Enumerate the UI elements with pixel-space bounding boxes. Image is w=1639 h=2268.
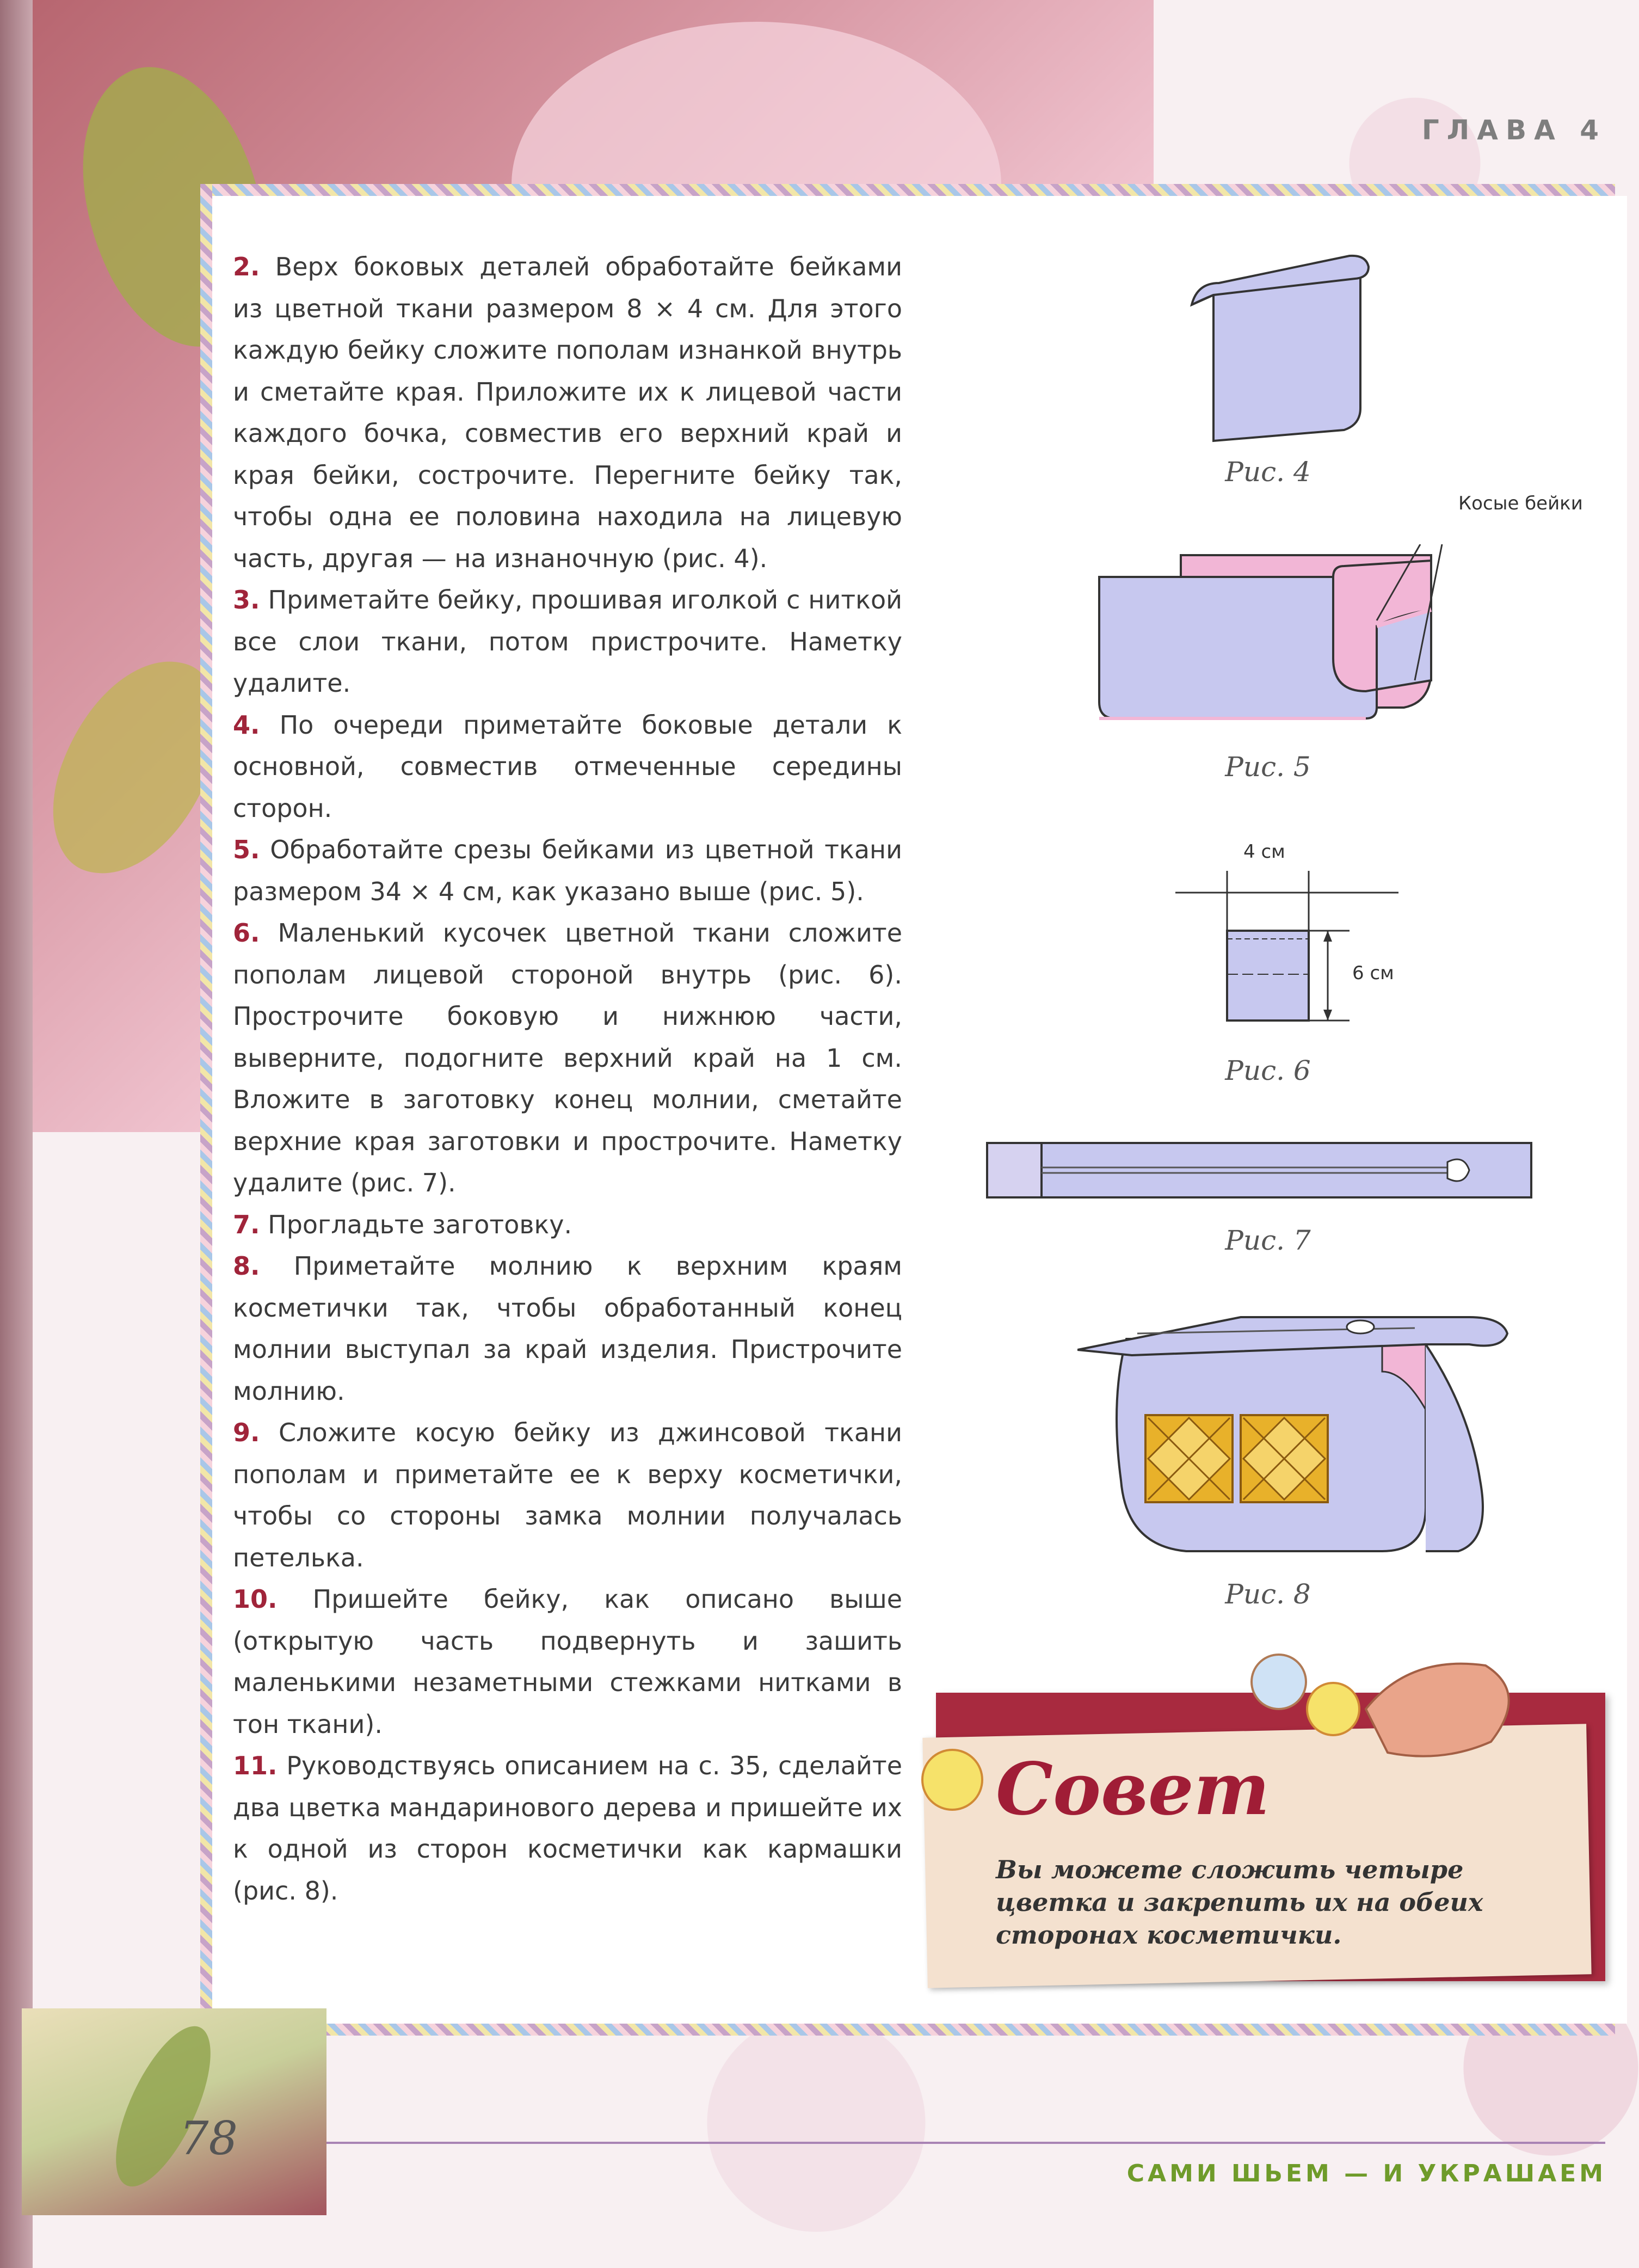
step-3: 3. Приметайте бейку, прошивая иголкой с ниткой все слои ткани, потом пристрочите. Наметку удалите. xyxy=(233,585,903,698)
figure-6-width-label: 4 см xyxy=(1243,841,1285,863)
footer-divider xyxy=(326,2142,1605,2144)
figure-8-caption: Рис. 8 xyxy=(1225,1578,1311,1610)
book-spine xyxy=(0,0,33,2268)
figure-6-illustration xyxy=(1170,871,1398,1045)
figure-6-height-label: 6 см xyxy=(1352,962,1394,984)
figure-5-caption: Рис. 5 xyxy=(1225,751,1311,783)
decorative-border-left xyxy=(200,184,212,2035)
step-8: 8. Приметайте молнию к верхним краям косметички так, чтобы обработанный конец молнии выступал за край изделия. Пристрочите молнию. xyxy=(233,1251,902,1406)
instructions xyxy=(233,246,902,1911)
step-6: 6. Маленький кусочек цветной ткани сложите пополам лицевой стороной внутрь (рис. 6). Прострочите боковую и нижнюю части, выверните, подогните верхний край на 1 см. Вложите в заготовку конец молнии, сметайте верхние края заготовки и прострочите. Наметку удалите (рис. 7). xyxy=(233,918,902,1197)
step-7: 7. Прогладьте заготовку. xyxy=(233,1209,572,1239)
step-11: 11. Руководствуясь описанием на с. 35, сделайте два цветка мандаринового дерева и пришейте их к одной из сторон косметички как кармашки (рис. 8). xyxy=(233,1751,902,1906)
decorative-photo-bottom xyxy=(22,2008,326,2215)
decorative-border-bottom xyxy=(200,2024,1615,2036)
figure-4-caption: Рис. 4 xyxy=(1225,456,1311,488)
tip-text: Вы можете сложить четыре цветка и закрепить их на обеих сторонах косметички. xyxy=(996,1855,1483,1950)
book-title-footer: САМИ ШЬЕМ — И УКРАШАЕМ xyxy=(1126,2160,1606,2187)
figure-5-illustration xyxy=(1094,544,1475,729)
step-9: 9. Сложите косую бейку из джинсовой ткани пополам и приметайте ее к верху косметички, чтобы со стороны замка молнии получалась петелька. xyxy=(233,1418,902,1572)
chapter-heading: ГЛАВА 4 xyxy=(1421,114,1606,146)
figure-7-caption: Рис. 7 xyxy=(1225,1225,1311,1256)
page-number: 78 xyxy=(180,2112,238,2165)
figure-8-illustration xyxy=(1077,1301,1529,1562)
step-5: 5. Обработайте срезы бейками из цветной ткани размером 34 × 4 см, как указано выше (рис. 5). xyxy=(233,835,903,906)
step-4: 4. По очереди приметайте боковые детали к основной, совместив отмеченные середины сторон. xyxy=(233,710,902,823)
decorative-border-top xyxy=(200,184,1615,196)
figure-6-caption: Рис. 6 xyxy=(1225,1055,1311,1086)
flower-pocket-2 xyxy=(1241,1415,1328,1502)
figure-7-illustration xyxy=(985,1138,1535,1208)
tip-title: Совет xyxy=(996,1747,1270,1831)
step-10: 10. Пришейте бейку, как описано выше (открытую часть подвернуть и зашить маленькими незаметными стежками нитками в тон ткани). xyxy=(233,1584,902,1739)
figure-4-illustration xyxy=(1181,245,1377,452)
flower-pocket-1 xyxy=(1145,1415,1233,1502)
figure-5-label: Косые бейки xyxy=(1458,493,1583,514)
step-2: 2. Верх боковых деталей обработайте бейками из цветной ткани размером 8 × 4 см. Для этого каждую бейку сложите пополам изнанкой внутрь и сметайте края. Приложите их к лицевой части каждого бочка, совместив его верхний край и края бейки, сострочите. Перегните бейку так, чтобы одна ее половина находила на лицевую часть, другая — на изнаночную (рис. 4). xyxy=(233,252,902,573)
